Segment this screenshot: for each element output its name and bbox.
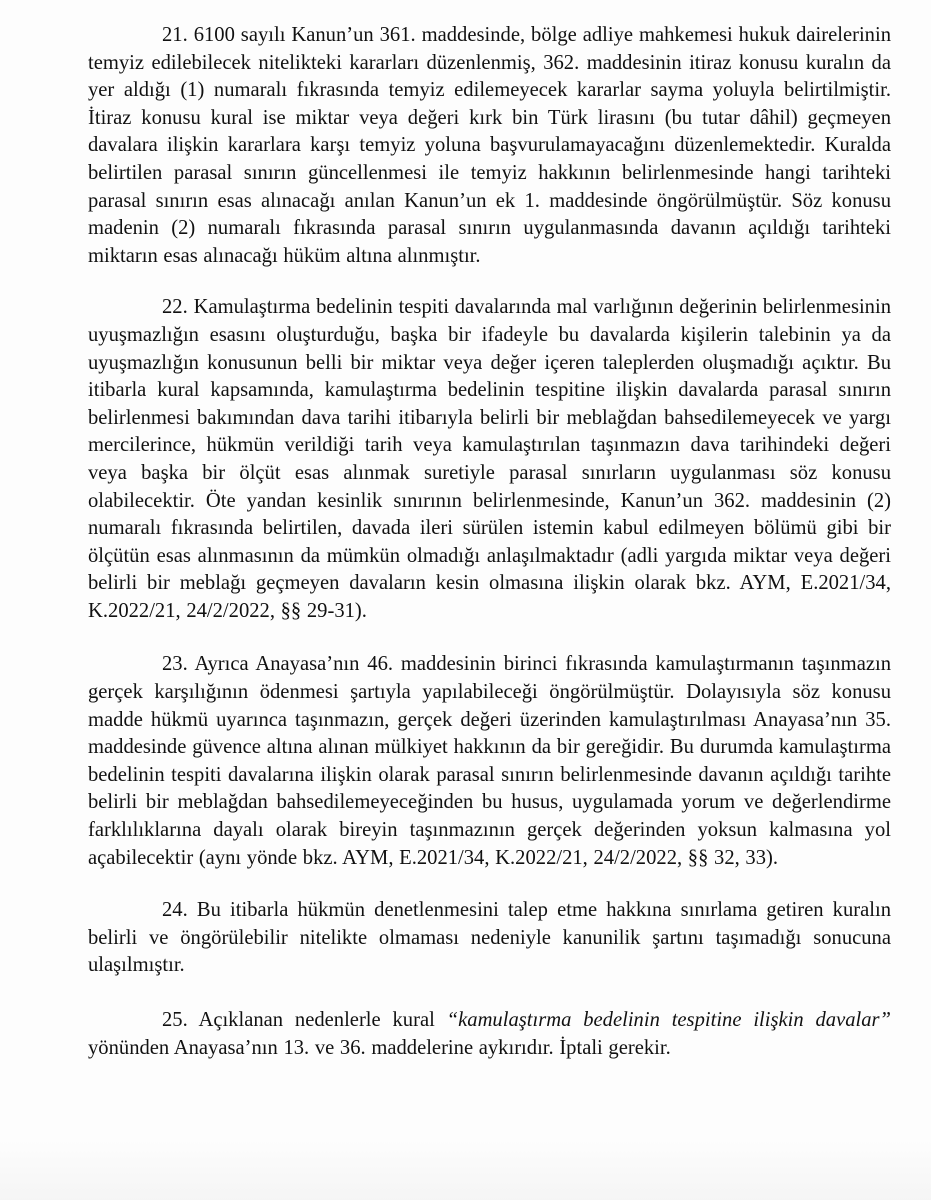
paragraph-number: 24. [162, 899, 188, 922]
paragraph-text: 6100 sayılı Kanun’un 361. maddesinde, bölge adliye mahkemesi hukuk dairelerinin temyiz edilebilecek nitelikteki kararları düzenlenmiş, 362. maddesinin itiraz konusu kuralın da yer aldığı (1) numaralı fıkrasında temyiz edilemeyecek kararlar sayma yoluyla belirtilmiştir. İtiraz konusu kural ise miktar veya değeri kırk bin Türk lirasını (bu tutar dâhil) geçmeyen davalara ilişkin kararlara karşı temyiz yoluna başvurulamayacağını düzenlemektedir. Kuralda belirtilen parasal sınırın güncellenmesi ile temyiz hakkının belirlenmesinde hangi tarihteki parasal sınırın esas alınacağı anılan Kanun’un ek 1. maddesinde öngörülmüştür. Söz konusu madenin (2) numaralı fıkrasında parasal sınırın uygulanmasında davanın açıldığı tarihteki miktarın esas alınacağı hüküm altına alınmıştır. [88, 24, 891, 267]
paragraph-text: Bu itibarla hükmün denetlenmesini talep etme hakkına sınırlama getiren kuralın belirli ve öngörülebilir nitelikte olmaması nedeniyle kanunilik şartını taşımadığı sonucuna ulaşılmıştır. [88, 899, 891, 977]
paragraph-text-before: Açıklanan nedenlerle kural [198, 1009, 447, 1031]
paragraph-22 [88, 294, 891, 625]
paragraph-text: Kamulaştırma bedelinin tespiti davalarında mal varlığının değerinin belirlenmesinin uyuşmazlığın esasını oluşturduğu, başka bir ifadeyle bu davalarda kişilerin talebinin ya da uyuşmazlığın konusunun belli bir miktar veya değer içeren taleplerden oluşmadığı açıktır. Bu itibarla kural kapsamında, kamulaştırma bedelinin tespitine ilişkin davalarda parasal sınırın belirlenmesi bakımından dava tarihi itibarıyla belirli bir meblağdan bahsedilemeyecek ve yargı mercilerince, hükmün verildiği tarih veya kamulaştırılan taşınmazın dava tarihindeki değeri veya başka bir ölçüt esas alınmak suretiyle parasal sınırların uygulanması söz konusu olabilecektir. Öte yandan kesinlik sınırının belirlenmesinde, Kanun’un 362. maddesinin (2) numaralı fıkrasında belirtilen, davada ileri sürülen istemin kabul edilmeyen bölümü gibi bir ölçütün esas alınmasının da mümkün olmadığı anlaşılmaktadır (adli yargıda miktar veya değeri belirli bir meblağı geçmeyen davaların kesin olmasına ilişkin olarak bkz. AYM, E.2021/34, K.2022/21, 24/2/2022, §§ 29-31). [88, 296, 891, 622]
paragraph-21 [88, 22, 891, 270]
paragraph-text-after: yönünden Anayasa’nın 13. ve 36. maddelerine aykırıdır. İptali gerekir. [88, 1036, 671, 1059]
paragraph-number: 22. [162, 296, 188, 319]
quoted-phrase: “kamulaştırma bedelinin tespitine ilişkin davalar” [446, 1009, 892, 1031]
document-body [88, 22, 891, 1062]
page-bottom-shade [0, 1140, 931, 1200]
paragraph-24 [88, 897, 891, 980]
paragraph-number: 23. [162, 653, 188, 676]
paragraph-25 [88, 1007, 891, 1062]
paragraph-number: 21. [162, 24, 188, 46]
paragraph-23 [88, 651, 891, 872]
paragraph-number: 25. [162, 1009, 188, 1031]
paragraph-text: Ayrıca Anayasa’nın 46. maddesinin birinci fıkrasında kamulaştırmanın taşınmazın gerçek karşılığının ödenmesi şartıyla yapılabileceği öngörülmüştür. Dolayısıyla söz konusu madde hükmü uyarınca taşınmazın, gerçek değeri üzerinden kamulaştırılması Anayasa’nın 35. maddesinde güvence altına alınan mülkiyet hakkının da bir gereğidir. Bu durumda kamulaştırma bedelinin tespiti davalarına ilişkin olarak parasal sınırın belirlenmesinde davanın açıldığı tarihte belirli bir meblağdan bahsedilemeyeceğinden bu husus, uygulamada yorum ve değerlendirme farklılıklarına dayalı olarak bireyin taşınmazının gerçek değerinden yoksun kalmasına yol açabilecektir (aynı yönde bkz. AYM, E.2021/34, K.2022/21, 24/2/2022, §§ 32, 33). [88, 653, 891, 869]
